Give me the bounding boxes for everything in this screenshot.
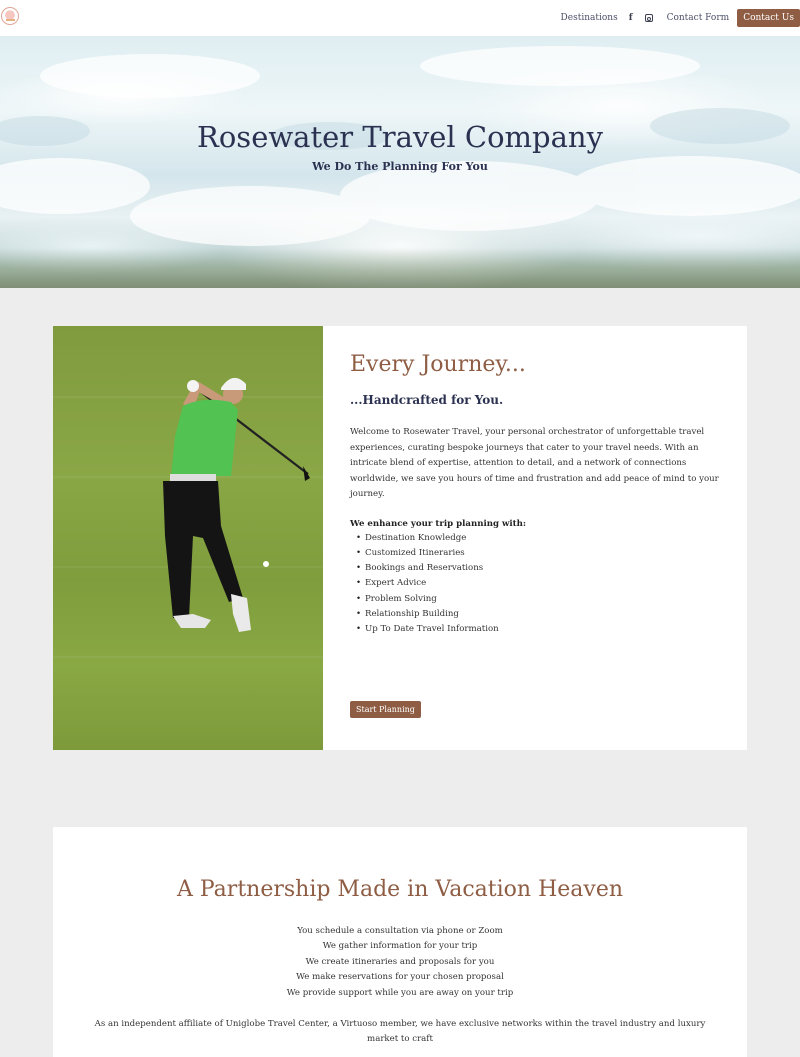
affiliate-text: As an independent affiliate of Uniglobe Travel Center, a Virtuoso member, we have exclusive networks within the travel industry and luxury market to craft <box>94 1019 706 1044</box>
journey-subheading: ...Handcrafted for You. <box>350 393 504 407</box>
list-item: • Destination Knowledge <box>356 531 720 546</box>
contact-us-button[interactable]: Contact Us <box>737 9 800 27</box>
step-item: We provide support while you are away on your trip <box>286 987 514 998</box>
facebook-icon[interactable]: f <box>628 13 633 23</box>
logo-icon[interactable] <box>1 7 19 25</box>
golfer-photo <box>53 326 323 750</box>
journey-section <box>53 326 747 750</box>
golfer-illustration <box>53 326 323 750</box>
list-item: • Customized Itineraries <box>356 546 720 561</box>
nav-links <box>551 9 800 27</box>
step-item: We gather information for your trip <box>322 941 478 952</box>
list-item: • Problem Solving <box>356 592 720 607</box>
start-planning-button[interactable]: Start Planning <box>350 701 421 718</box>
partnership-section <box>53 827 747 1057</box>
hero-title: Rosewater Travel Company <box>197 120 603 154</box>
step-item: We create itineraries and proposals for you <box>305 956 495 967</box>
list-item: • Relationship Building <box>356 607 720 622</box>
top-nav <box>0 0 800 36</box>
step-item: You schedule a consultation via phone or Zoom <box>297 926 503 936</box>
sea-shore <box>0 248 800 288</box>
nav-link-destinations[interactable]: Destinations <box>560 13 618 23</box>
journey-heading: Every Journey... <box>350 352 526 377</box>
services-heading: We enhance your trip planning with: <box>350 518 527 529</box>
list-item: • Bookings and Reservations <box>356 561 720 576</box>
services-list <box>350 531 720 638</box>
journey-content <box>350 352 720 638</box>
list-item: • Expert Advice <box>356 576 720 591</box>
partnership-heading: A Partnership Made in Vacation Heaven <box>176 877 624 902</box>
process-steps <box>53 924 747 1001</box>
list-item: • Up To Date Travel Information <box>356 622 720 637</box>
hero-banner <box>0 36 800 288</box>
instagram-icon[interactable] <box>645 14 653 22</box>
nav-link-contact-form[interactable]: Contact Form <box>666 13 730 23</box>
hero-subtitle: We Do The Planning For You <box>312 160 488 173</box>
step-item: We make reservations for your chosen proposal <box>296 972 504 983</box>
journey-intro: Welcome to Rosewater Travel, your personal orchestrator of unforgettable travel experiences, curating bespoke journeys that cater to your travel needs. With an intricate blend of expertise, attention to detail, and a network of connections worldwide, we save you hours of time and frustration and add peace of mind to your journey. <box>350 427 719 499</box>
